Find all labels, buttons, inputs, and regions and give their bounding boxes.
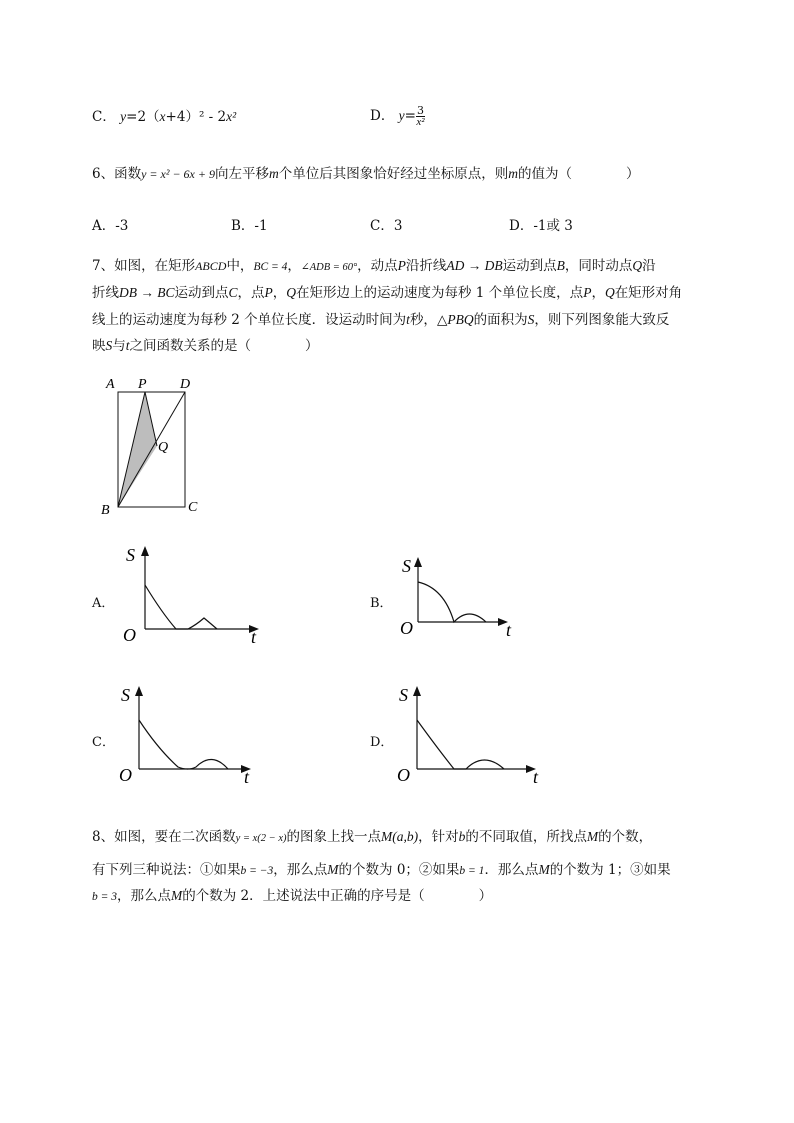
curve xyxy=(145,585,217,629)
question-number: 8、 xyxy=(92,829,115,845)
label-d: D xyxy=(180,377,191,392)
curve xyxy=(139,720,228,769)
text: 的个数为 1；③如果 xyxy=(549,862,671,878)
option-letter: B． xyxy=(231,218,255,234)
expr-path: DB → BC xyxy=(119,285,175,300)
option-letter: C． xyxy=(370,218,394,234)
var-y: y xyxy=(120,109,127,124)
q8-stem-line1 xyxy=(92,828,652,848)
y-axis-arrow xyxy=(414,557,422,567)
text: ，则下列图象能大致反 xyxy=(534,312,670,328)
question-number: 7、 xyxy=(92,258,115,274)
var-c: C xyxy=(228,285,238,300)
text: ，那么点 xyxy=(117,888,172,904)
text: ，同时动点 xyxy=(564,258,633,274)
text: 运动到点 xyxy=(502,258,557,274)
text: ，点 xyxy=(237,285,265,301)
label-c: C xyxy=(188,500,198,515)
y-axis-arrow xyxy=(135,686,143,696)
var-t: t xyxy=(125,338,130,353)
y-axis-arrow xyxy=(413,686,421,696)
function-expression: y = x(2 − x) xyxy=(235,833,287,844)
q7-stem-line3 xyxy=(92,311,669,329)
q6-option-a[interactable] xyxy=(92,217,128,235)
text: ，那么点 xyxy=(273,862,328,878)
curve xyxy=(417,720,504,769)
var-q: Q xyxy=(604,285,615,300)
option-letter: A． xyxy=(92,218,116,234)
fraction xyxy=(416,105,425,128)
q7-graph-b[interactable] xyxy=(396,552,526,637)
text: 运动到点 xyxy=(174,285,229,301)
origin-label: O xyxy=(123,625,136,645)
axis-label-t: t xyxy=(244,767,250,785)
text: 秒， xyxy=(409,312,437,328)
var-s: S xyxy=(527,312,535,327)
axis-label-t: t xyxy=(506,620,512,637)
text: 在矩形边上的运动速度为每秒 1 个单位长度，点 xyxy=(296,285,584,301)
var-m: m xyxy=(508,166,518,181)
option-text: -3 xyxy=(115,218,129,234)
text: 沿 xyxy=(642,258,656,274)
text: 的个数为 0；②如果 xyxy=(338,862,460,878)
q8-stem-line2 xyxy=(92,861,671,880)
text: ， xyxy=(272,285,287,301)
var-p: P xyxy=(397,258,406,273)
label-q: Q xyxy=(158,440,169,455)
var-q: Q xyxy=(286,285,297,300)
q6-option-d[interactable] xyxy=(509,217,573,235)
var-pbq: PBQ xyxy=(447,312,474,327)
q7-graph-a-letter[interactable]: A． xyxy=(92,596,115,611)
q6-option-b[interactable] xyxy=(231,217,268,235)
var-m: M xyxy=(538,862,550,877)
var-b: B xyxy=(556,258,565,273)
text: 沿折线 xyxy=(405,258,447,274)
label-b: B xyxy=(101,503,110,517)
var-m: M xyxy=(586,829,599,844)
answer-blank: 之间函数关系的是（ ） xyxy=(129,338,319,354)
q7-stem-line2 xyxy=(92,284,682,302)
text: 的面积为 xyxy=(473,312,528,328)
equation-part: = xyxy=(404,108,416,124)
text: ， xyxy=(591,285,605,301)
condition-1: b = −3 xyxy=(240,865,274,877)
expr-path: AD → DB xyxy=(446,258,503,273)
question-number: 6、 xyxy=(92,166,115,182)
label-a: A xyxy=(106,377,115,392)
condition-2: b = 1 xyxy=(459,865,485,877)
expr-bc: BC = 4 xyxy=(253,261,288,273)
q8-stem-line3 xyxy=(92,887,492,906)
text: 折线 xyxy=(92,285,119,301)
axis-label-s: S xyxy=(121,685,130,705)
text: 的图象上找一点 xyxy=(286,829,381,845)
var-b: b xyxy=(458,829,466,844)
text: ．那么点 xyxy=(484,862,539,878)
q6-option-c[interactable] xyxy=(370,217,402,235)
q6-stem xyxy=(92,165,639,183)
var-m: M xyxy=(327,862,339,877)
q7-graph-d-letter[interactable]: D． xyxy=(370,735,394,750)
q5-option-c[interactable] xyxy=(92,108,236,126)
q7-graph-a[interactable] xyxy=(118,543,268,645)
function-expression: y = x² − 6x + 9 xyxy=(141,167,215,181)
curve xyxy=(418,582,486,622)
triangle-symbol: △ xyxy=(436,312,448,328)
var-m: m xyxy=(268,166,279,181)
label-p: P xyxy=(138,377,147,392)
var-m: M xyxy=(171,888,183,903)
text: ，针对 xyxy=(418,829,459,845)
option-text: -1 xyxy=(254,218,268,234)
q5-option-d[interactable] xyxy=(370,104,425,128)
text: 有下列三种说法：①如果 xyxy=(92,862,241,878)
y-axis-arrow xyxy=(141,546,149,556)
text: 如图，在矩形 xyxy=(114,258,196,274)
condition-3: b = 3 xyxy=(92,891,118,903)
text: 如图，要在二次函数 xyxy=(114,829,236,845)
var-t: t xyxy=(406,312,410,327)
var-abcd: ABCD xyxy=(195,259,227,273)
expr-angle: ∠ADB = 60° xyxy=(300,262,358,273)
fraction-denominator: x² xyxy=(416,116,425,128)
text: 的个数， xyxy=(598,829,653,845)
axis-label-s: S xyxy=(126,545,135,565)
q7-graph-b-letter[interactable]: B． xyxy=(370,596,393,611)
q7-graph-c-letter[interactable]: C． xyxy=(92,735,115,750)
origin-label: O xyxy=(119,765,132,785)
var-p: P xyxy=(583,285,592,300)
text: 中， xyxy=(226,258,254,274)
text: 在矩形对角 xyxy=(614,285,683,301)
var-p: P xyxy=(264,285,273,300)
text: 函数 xyxy=(114,166,142,182)
axis-label-s: S xyxy=(399,685,408,705)
q7-graph-c[interactable] xyxy=(116,683,266,785)
answer-blank: 的值为（ ） xyxy=(517,166,640,182)
origin-label: O xyxy=(397,765,410,785)
point-m: M(a,b) xyxy=(381,829,419,844)
equation-part: +4）² - 2 xyxy=(165,109,227,125)
text: 映 xyxy=(92,338,106,354)
var-x-squared: x² xyxy=(226,109,237,124)
var-y: y xyxy=(398,108,405,123)
option-text: 3 xyxy=(393,218,403,234)
text: 的不同取值，所找点 xyxy=(465,829,587,845)
option-letter: D． xyxy=(370,108,395,124)
q7-stem-line4 xyxy=(92,337,319,355)
fraction-numerator: 3 xyxy=(416,104,424,117)
answer-blank: 的个数为 2．上述说法中正确的序号是（ ） xyxy=(182,888,493,904)
text: ，动点 xyxy=(357,258,398,274)
text: 线上的运动速度为每秒 2 个单位长度．设运动时间为 xyxy=(92,312,407,328)
option-text: -1或 3 xyxy=(533,218,573,234)
option-letter: D． xyxy=(509,218,534,234)
origin-label: O xyxy=(400,618,413,637)
diagonal-db xyxy=(118,392,185,507)
var-s: S xyxy=(105,338,113,353)
axis-label-s: S xyxy=(402,556,411,576)
var-q: Q xyxy=(632,258,643,273)
equation-part: =2（ xyxy=(126,109,160,125)
text: 向左平移 xyxy=(214,166,269,182)
var-x: x xyxy=(159,109,166,124)
q7-stem-line1 xyxy=(92,257,656,277)
option-letter: C． xyxy=(92,109,116,125)
axis-label-t: t xyxy=(251,627,257,645)
axis-label-t: t xyxy=(533,767,539,785)
q7-graph-d[interactable] xyxy=(394,683,549,785)
q7-rectangle-figure xyxy=(98,372,210,517)
text: ， xyxy=(287,258,301,274)
text: 与 xyxy=(112,338,126,354)
text: 个单位后其图象恰好经过坐标原点，则 xyxy=(278,166,509,182)
